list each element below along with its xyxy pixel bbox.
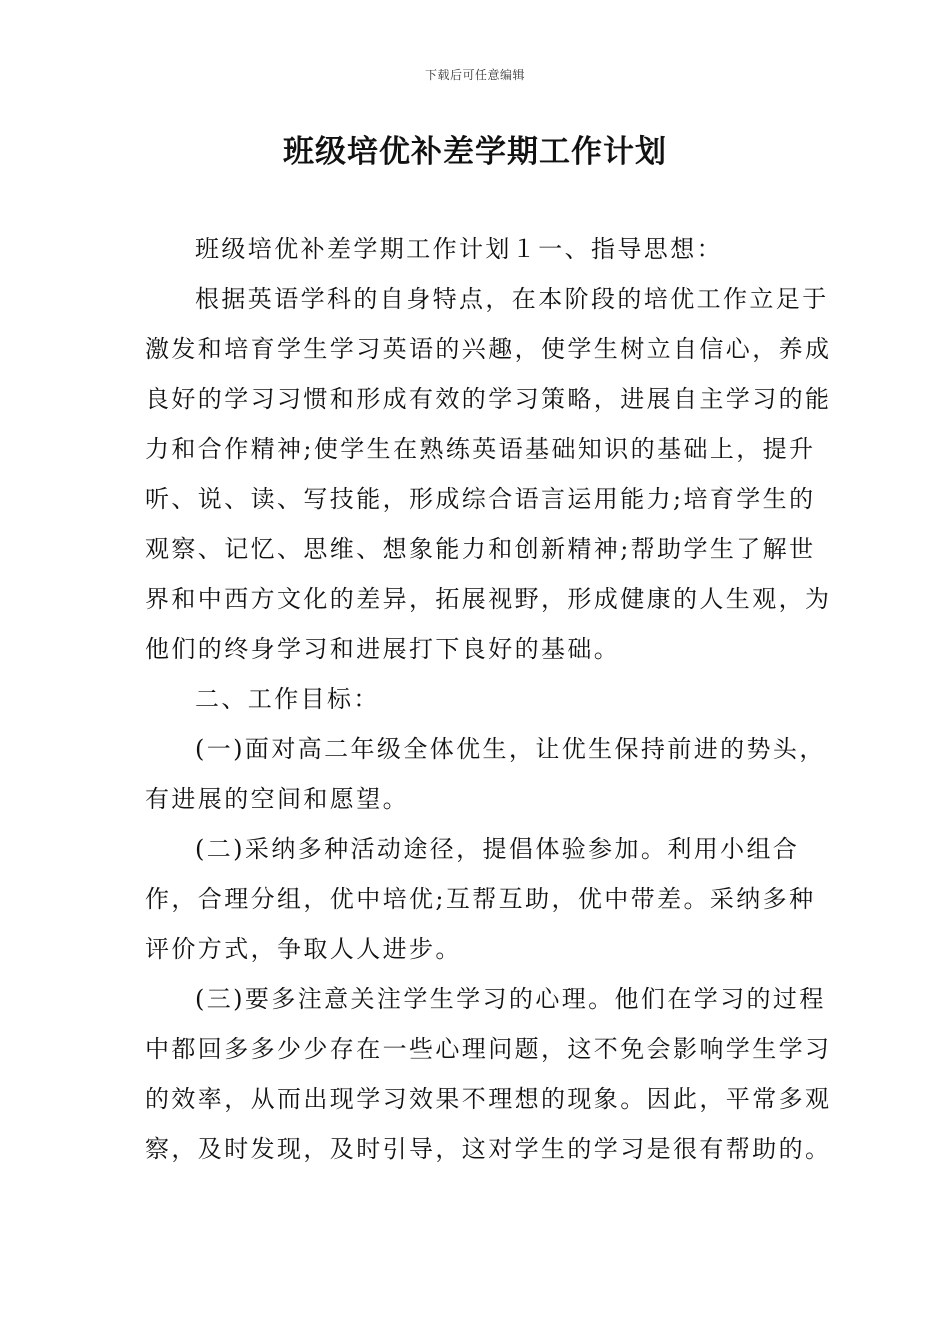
document-title: 班级培优补差学期工作计划 (283, 134, 667, 170)
paragraph-goal-1: (一)面对高二年级全体优生，让优生保持前进的势头，有进展的空间和愿望。 (145, 735, 826, 813)
paragraph-goal-3: (三)要多注意关注学生学习的心理。他们在学习的过程中都回多多少少存在一些心理问题，这不免会影响学生学习的效率，从而出现学习效果不理想的现象。因此，平常多观察，及时发现，及时引导，这对学生的学习是很有帮助的。 (145, 985, 832, 1163)
document-body (145, 224, 835, 1174)
paragraph-heading-work-goals: 二、工作目标： (195, 685, 380, 713)
paragraph-guiding-thought: 根据英语学科的自身特点，在本阶段的培优工作立足于激发和培育学生学习英语的兴趣，使学生树立自信心，养成良好的学习习惯和形成有效的学习策略，进展自主学习的能力和合作精神;使学生在熟练英语基础知识的基础上，提升听、说、读、写技能，形成综合语言运用能力;培育学生的观察、记忆、思维、想象能力和创新精神;帮助学生了解世界和中西方文化的差异，拓展视野，形成健康的人生观，为他们的终身学习和进展打下良好的基础。 (145, 285, 832, 663)
header-note: 下载后可任意编辑 (424, 68, 525, 82)
paragraph-goal-2: (二)采纳多种活动途径，提倡体验参加。利用小组合作，合理分组，优中培优;互帮互助，优中带差。采纳多种评价方式，争取人人进步。 (145, 835, 816, 963)
paragraph-heading-guiding-thought: 班级培优补差学期工作计划１一、指导思想： (195, 235, 723, 263)
